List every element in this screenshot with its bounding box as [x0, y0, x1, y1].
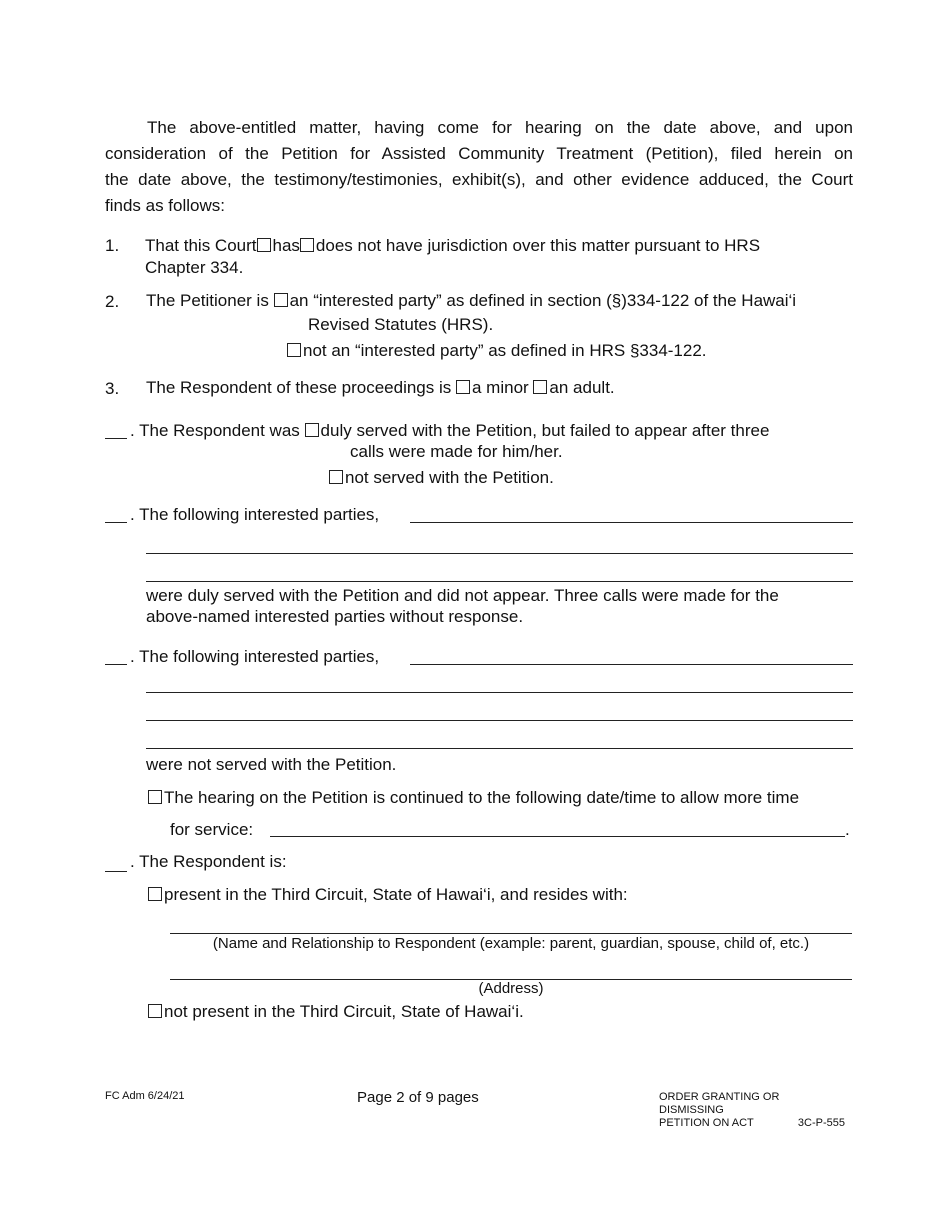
does-not-have-checkbox[interactable] — [300, 238, 314, 252]
item-4-number-blank[interactable] — [105, 438, 127, 439]
does-not-have-label: does not have jurisdiction over this matter pursuant to HRS — [315, 236, 761, 255]
not-present-checkbox[interactable] — [148, 1004, 162, 1018]
continued-date-period: . — [845, 820, 850, 839]
continued-date-line[interactable] — [270, 836, 845, 837]
not-interested-party-label: not an “interested party” as defined in HRS §334-122. — [303, 341, 707, 360]
intro-line-2: consideration of the Petition for Assisted Community Treatment (Petition), filed herein on — [105, 144, 853, 163]
not-interested-party-checkbox[interactable] — [287, 343, 301, 357]
footer-title-line-2: PETITION ON ACT — [659, 1117, 754, 1129]
item-6-prefix: . The following interested parties, — [130, 647, 380, 666]
item-5-number-blank[interactable] — [105, 522, 127, 523]
name-relationship-caption: (Name and Relationship to Respondent (example: parent, guardian, spouse, child of, etc.) — [212, 935, 810, 952]
item-6-number-blank[interactable] — [105, 664, 127, 665]
item-6-parties-line-3[interactable] — [146, 720, 853, 721]
item-4-option-b — [329, 467, 554, 489]
footer-page-number: Page 2 of 9 pages — [357, 1089, 479, 1106]
interested-party-label: an “interested party” as defined in section (§)334-122 of the Hawai‘i — [289, 291, 797, 310]
item-1-number: 1. — [105, 236, 120, 255]
has-label: has — [272, 236, 300, 255]
intro-paragraph — [105, 115, 853, 219]
not-present-line — [148, 1001, 524, 1023]
present-checkbox[interactable] — [148, 887, 162, 901]
item-5-prefix: . The following interested parties, — [130, 505, 380, 524]
adult-label: an adult. — [549, 378, 615, 397]
continued-line — [148, 787, 799, 809]
not-served-label: not served with the Petition. — [345, 468, 554, 487]
footer-title — [659, 1091, 845, 1130]
item-5-parties-line-2[interactable] — [146, 553, 853, 554]
duly-served-label: duly served with the Petition, but failed to appear after three — [320, 421, 770, 440]
present-line — [148, 884, 628, 906]
item-2-option-b — [287, 340, 707, 362]
footer-title-line-1: ORDER GRANTING OR DISMISSING — [659, 1091, 780, 1116]
item-1-line — [145, 235, 760, 257]
present-label: present in the Third Circuit, State of Hawai‘i, and resides with: — [164, 885, 628, 904]
item-2-continuation: Revised Statutes (HRS). — [308, 315, 494, 334]
hearing-continued-checkbox[interactable] — [148, 790, 162, 804]
interested-party-checkbox[interactable] — [274, 293, 288, 307]
item-7-prefix: . The Respondent is: — [130, 852, 287, 871]
name-relationship-line[interactable] — [170, 933, 852, 934]
address-caption: (Address) — [478, 980, 544, 997]
item-4-continuation: calls were made for him/her. — [350, 442, 563, 461]
item-2-prefix: The Petitioner is — [146, 291, 269, 310]
duly-served-checkbox[interactable] — [305, 423, 319, 437]
item-3-number: 3. — [105, 379, 120, 398]
item-2-number: 2. — [105, 292, 120, 311]
item-5-post-line-2: above-named interested parties without response. — [146, 607, 524, 626]
item-3-line — [146, 377, 615, 399]
item-4-line — [130, 420, 769, 442]
item-4-prefix: . The Respondent was — [130, 421, 300, 440]
item-1-continuation: Chapter 334. — [145, 258, 244, 277]
adult-checkbox[interactable] — [533, 380, 547, 394]
item-5-parties-line-1[interactable] — [410, 522, 853, 523]
item-5-parties-line-3[interactable] — [146, 581, 853, 582]
intro-line-3: the date above, the testimony/testimonies, exhibit(s), and other evidence adduced, the Court — [105, 170, 853, 189]
item-2-line — [146, 290, 796, 312]
not-present-label: not present in the Third Circuit, State of Hawai‘i. — [164, 1002, 524, 1021]
item-3-prefix: The Respondent of these proceedings is — [146, 378, 452, 397]
not-served-checkbox[interactable] — [329, 470, 343, 484]
footer-title-line-2-row — [659, 1117, 845, 1130]
hearing-continued-label: The hearing on the Petition is continued to the following date/time to allow more time — [164, 788, 800, 807]
footer-form-code: 3C-P-555 — [797, 1117, 845, 1129]
item-6-parties-line-1[interactable] — [410, 664, 853, 665]
item-6-parties-line-2[interactable] — [146, 692, 853, 693]
minor-label: a minor — [472, 378, 529, 397]
intro-line-4: finds as follows: — [105, 196, 225, 215]
item-7-number-blank[interactable] — [105, 871, 127, 872]
item-5-post-line-1: were duly served with the Petition and did not appear. Three calls were made for the — [146, 586, 779, 605]
minor-checkbox[interactable] — [456, 380, 470, 394]
for-service-label: for service: — [170, 820, 254, 839]
item-6-parties-line-4[interactable] — [146, 748, 853, 749]
item-6-post: were not served with the Petition. — [146, 755, 397, 774]
footer-form-id: FC Adm 6/24/21 — [105, 1090, 185, 1102]
has-checkbox[interactable] — [257, 238, 271, 252]
intro-line-1: The above-entitled matter, having come for hearing on the date above, and upon — [147, 118, 853, 137]
item-1-prefix: That this Court — [145, 236, 257, 255]
